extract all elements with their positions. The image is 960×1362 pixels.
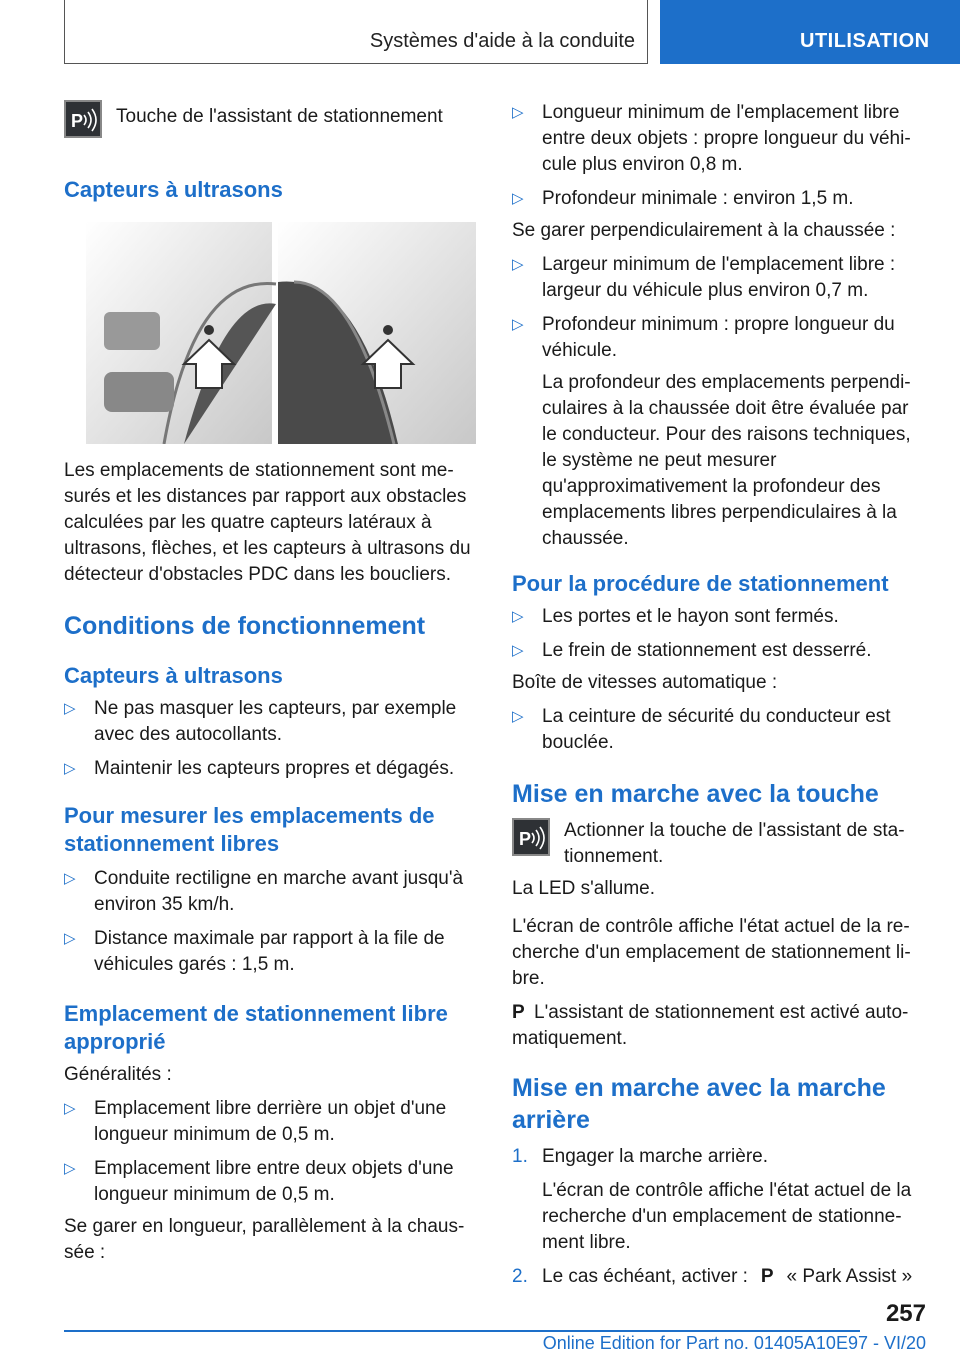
bullet-triangle-icon: ▷ (64, 930, 76, 947)
perpendicular-parking-label: Se garer perpendiculairement à la chaussée : (512, 220, 896, 241)
bullet-triangle-icon: ▷ (64, 1100, 76, 1117)
screen-status-text: L'écran de contrôle affiche l'état actuel de la recherche d'un emplacement de stationnement libre. (512, 916, 911, 989)
gearbox-label: Boîte de vitesses automatique : (512, 672, 778, 693)
heading-ultrasonic-sensors: Capteurs à ultrasons (64, 177, 283, 202)
header-chapter-tab[interactable] (660, 0, 960, 64)
bullet-triangle-icon: ▷ (512, 316, 524, 333)
heading-start-with-reverse: Mise en marche avec la marche arrière (512, 1074, 886, 1134)
list-item: ▷ Le frein de stationnement est desserré. (512, 638, 924, 664)
park-assist-key-icon (64, 100, 102, 138)
bullet-triangle-icon: ▷ (512, 708, 524, 725)
footer-edition: Online Edition for Part no. 01405A10E97 - VI/20 (542, 1333, 926, 1353)
left-column (64, 100, 476, 1266)
bullet-triangle-icon: ▷ (512, 608, 524, 625)
header-chapter-label: UTILISATION (800, 30, 930, 52)
step-2: 2. Le cas échéant, activer : P « Park Assist » (512, 1264, 924, 1290)
bullet-triangle-icon: ▷ (64, 1160, 76, 1177)
intro-paragraph: Les emplacements de stationnement sont mesurés et les distances par rapport aux obstacles calculées par les quatre capteurs latéraux à ultrasons, flèches, et les capteurs à ultrasons du détecteur d'obstacles PDC dans les boucliers. (64, 460, 471, 585)
bullet-triangle-icon: ▷ (512, 256, 524, 273)
bullet-triangle-icon: ▷ (64, 700, 76, 717)
list-item: ▷ Conduite rectiligne en marche avant jusqu'à environ 35 km/h. (64, 868, 464, 915)
bullet-triangle-icon: ▷ (512, 104, 524, 121)
footer-divider (64, 1330, 860, 1332)
heading-measure-spaces: Pour mesurer les emplacements de stationnement libres (64, 803, 435, 856)
button-caption-row (512, 818, 924, 870)
heading-procedure: Pour la procédure de stationnement (512, 571, 889, 596)
header-section-title: Systèmes d'aide à la conduite (369, 30, 635, 52)
park-assist-symbol-icon: P (512, 1002, 525, 1023)
list-item: ▷ La ceinture de sécurité du conducteur est bouclée. (512, 706, 891, 753)
list-item: ▷ Emplacement libre entre deux objets d'une longueur minimum de 0,5 m. (64, 1158, 454, 1205)
list-item: ▷ Emplacement libre derrière un objet d'une longueur minimum de 0,5 m. (64, 1098, 447, 1145)
list-item: ▷ Longueur minimum de l'emplacement libre entre deux objets : propre longueur du véhicule plus environ 0,8 m. (512, 102, 911, 175)
page-number: 257 (885, 1300, 926, 1327)
heading-suitable-space: Emplacement de stationnement libre approprié (64, 1001, 448, 1054)
list-item: ▷ Largeur minimum de l'emplacement libre : largeur du véhicule plus environ 0,7 m. (512, 254, 896, 301)
perpendicular-note: La profondeur des emplacements perpendiculaires à la chaussée doit être évaluée par le conducteur. Pour des raisons techniques, le système ne peut mesurer qu'approximativement la profondeur des emplacements libres perpendiculaires à la chaussée. (542, 372, 911, 549)
header-section-box (64, 0, 648, 64)
bullet-triangle-icon: ▷ (64, 870, 76, 887)
list-item: ▷ Maintenir les capteurs propres et dégagés. (64, 756, 476, 782)
parallel-parking-label: Se garer en longueur, parallèlement à la chaussée : (64, 1216, 465, 1263)
button-caption: Actionner la touche de l'assistant de stationnement. (564, 820, 905, 867)
key-caption: Touche de l'assistant de stationnement (116, 106, 443, 127)
activated-text: P L'assistant de stationnement est activé automatiquement. (512, 1002, 909, 1049)
svg-text:P: P (71, 111, 84, 131)
park-assist-key-icon (512, 818, 550, 856)
list-item: ▷ Les portes et le hayon sont fermés. (512, 604, 924, 630)
svg-text:P: P (519, 829, 532, 849)
bullet-triangle-icon: ▷ (64, 760, 76, 777)
step-1-note: L'écran de contrôle affiche l'état actuel de la recherche d'un emplacement de stationnement libre. (542, 1180, 912, 1253)
led-text: La LED s'allume. (512, 878, 656, 899)
list-item: ▷ Ne pas masquer les capteurs, par exemple avec des autocollants. (64, 698, 457, 745)
list-item: ▷ Distance maximale par rapport à la file de véhicules garés : 1,5 m. (64, 928, 445, 975)
list-item: ▷ Profondeur minimum : propre longueur du véhicule. (512, 314, 895, 361)
bullet-triangle-icon: ▷ (512, 190, 524, 207)
bullet-triangle-icon: ▷ (512, 642, 524, 659)
right-column (512, 100, 924, 1290)
heading-ultrasonic-sensors-2: Capteurs à ultrasons (64, 663, 283, 688)
park-assist-symbol-icon: P (760, 1266, 774, 1287)
key-caption-row (64, 100, 476, 148)
heading-conditions: Conditions de fonctionnement (64, 612, 426, 640)
generalites-label: Généralités : (64, 1064, 172, 1085)
step-1: 1. Engager la marche arrière. (512, 1146, 768, 1167)
ultrasonic-sensors-figure (64, 222, 476, 444)
list-item: ▷ Profondeur minimale : environ 1,5 m. (512, 186, 924, 212)
heading-start-with-button: Mise en marche avec la touche (512, 780, 879, 808)
